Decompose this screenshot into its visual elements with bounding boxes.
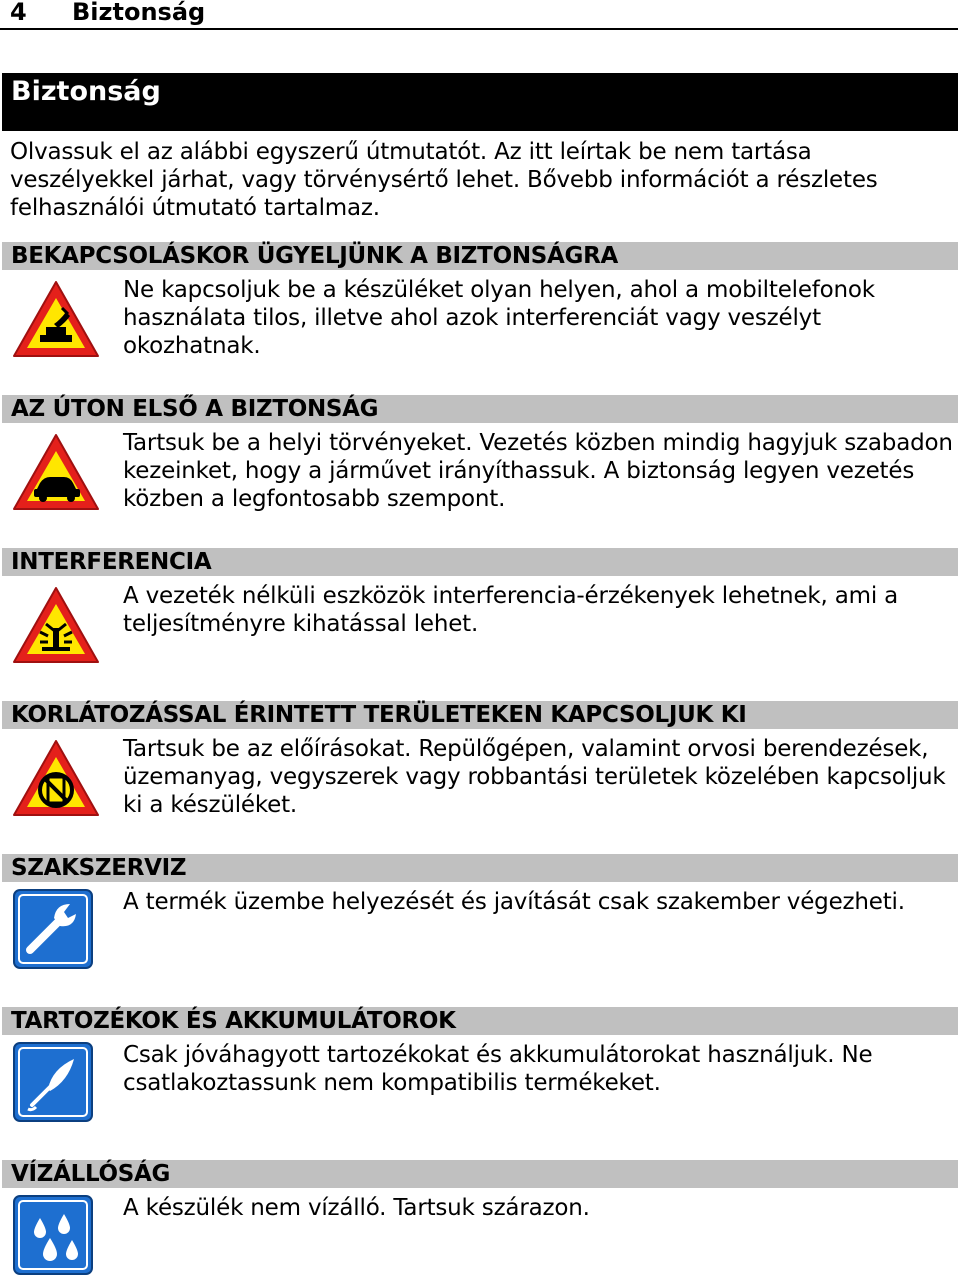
section-text: Ne kapcsoljuk be a készüléket olyan helyen, ahol a mobiltelefonok használata tilos, illetve ahol azok interferenciát vagy veszélyt okozhatnak. xyxy=(123,277,875,359)
section-heading: VÍZÁLLÓSÁG xyxy=(2,1160,958,1188)
section-text: A termék üzembe helyezését és javítását csak szakember végezheti. xyxy=(123,889,905,915)
water-drops-icon xyxy=(10,1194,102,1276)
road-safety-car-warning-icon xyxy=(10,431,102,513)
switch-on-safely-warning-icon xyxy=(10,278,102,360)
section-heading: KORLÁTOZÁSSAL ÉRINTETT TERÜLETEKEN KAPCSOLJUK KI xyxy=(2,701,958,729)
switch-off-restricted-areas-warning-icon xyxy=(10,737,102,819)
section-text: Csak jóváhagyott tartozékokat és akkumulátorokat használjuk. Ne csatlakoztassunk nem kompatibilis termékeket. xyxy=(123,1042,873,1096)
section-heading: AZ ÚTON ELSŐ A BIZTONSÁG xyxy=(2,395,958,423)
intro-paragraph: Olvassuk el az alábbi egyszerű útmutatót. Az itt leírtak be nem tartása veszélyekkel járhat, vagy törvénysértő lehet. Bővebb információt a részletes felhasználói útmutató tartalmaz. xyxy=(10,139,878,221)
section-heading: TARTOZÉKOK ÉS AKKUMULÁTOROK xyxy=(2,1007,958,1035)
page-number: 4 xyxy=(10,0,27,26)
section-text: A készülék nem vízálló. Tartsuk szárazon. xyxy=(123,1195,590,1221)
page-title: Biztonság xyxy=(2,73,958,131)
wrench-service-icon xyxy=(10,888,102,970)
section-text: Tartsuk be a helyi törvényeket. Vezetés közben mindig hagyjuk szabadon kezeinket, hogy a járművet irányíthassuk. A biztonság legyen vezetés közben a legfontosabb szempont. xyxy=(123,430,953,512)
section-heading: SZAKSZERVIZ xyxy=(2,854,958,882)
section-text: Tartsuk be az előírásokat. Repülőgépen, valamint orvosi berendezések, üzemanyag, vegyszerek vagy robbantási területek közelében kapcsoljuk ki a készüléket. xyxy=(123,736,946,818)
header-section-title: Biztonság xyxy=(72,0,206,26)
page-header xyxy=(0,0,958,30)
interference-warning-icon xyxy=(10,584,102,666)
section-text: A vezeték nélküli eszközök interferencia-érzékenyek lehetnek, ami a teljesítményre kihatással lehet. xyxy=(123,583,899,637)
accessories-plug-icon xyxy=(10,1041,102,1123)
section-heading: BEKAPCSOLÁSKOR ÜGYELJÜNK A BIZTONSÁGRA xyxy=(2,242,958,270)
section-heading: INTERFERENCIA xyxy=(2,548,958,576)
